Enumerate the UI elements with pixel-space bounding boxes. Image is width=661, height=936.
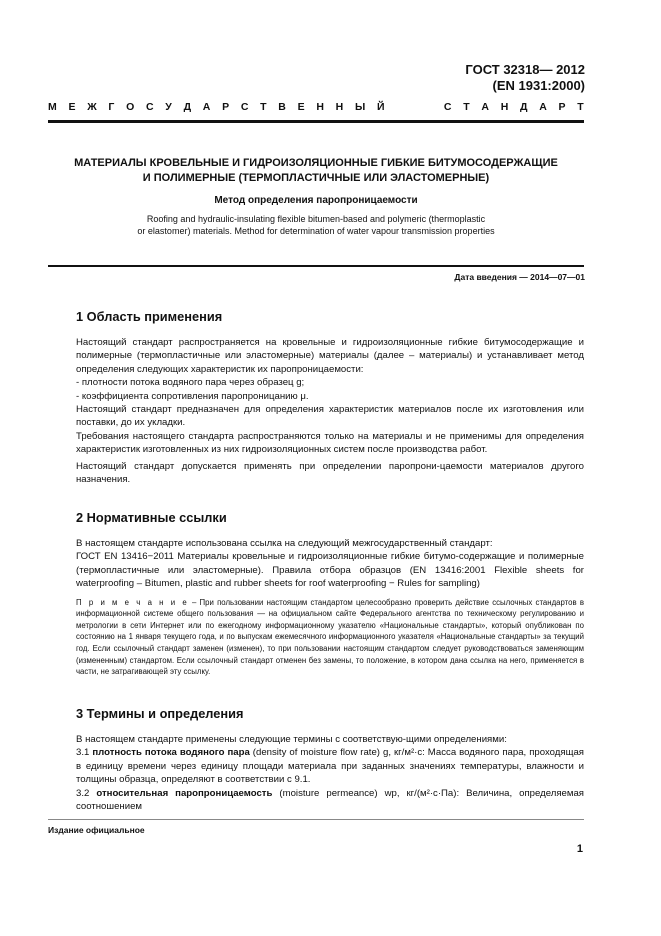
section-1-paragraph: Настоящий стандарт распространяется на кровельные и гидроизоляционные гибкие битумосодержащие и полимерные (термопластичные или эластомерные) материалы (далее – материалы) и устанавливает метод определения следующих характеристик их паропроницаемости: xyxy=(76,337,584,375)
section-2-heading: 2 Нормативные ссылки xyxy=(76,510,227,525)
banner-letter: Н xyxy=(500,101,509,113)
section-2-note xyxy=(76,597,584,678)
title-line-2: И ПОЛИМЕРНЫЕ (ТЕРМОПЛАСТИЧНЫЕ ИЛИ ЭЛАСТОМЕРНЫЕ) xyxy=(142,172,490,184)
section-1-list-item: - коэффициента сопротивления паропроницанию μ. xyxy=(76,390,309,402)
page-number: 1 xyxy=(576,843,583,855)
banner-letter: С xyxy=(443,101,452,113)
banner-letter: Е xyxy=(68,101,76,113)
banner-letter: А xyxy=(202,101,211,113)
section-2-paragraph: В настоящем стандарте использована ссылка на следующий межгосударственный стандарт: xyxy=(76,538,493,549)
banner-letter: Р xyxy=(558,101,566,113)
introduction-date: Дата введения — 2014—07—01 xyxy=(454,272,585,282)
banner-letter: Д xyxy=(183,101,192,113)
banner-letter: О xyxy=(126,101,135,113)
standard-number: ГОСТ 32318— 2012 xyxy=(465,62,585,77)
section-1-paragraph: Настоящий стандарт предназначен для определения характеристик материалов после их изготовления или поставки, до их укладки. xyxy=(76,404,584,429)
section-1-paragraph: Требования настоящего стандарта распространяются только на материалы и не применимы для определения характеристик изготовленных из них гидроизоляционных систем после производства работ. xyxy=(76,430,584,456)
term-3-1: 3.1 плотность потока водяного пара (density of moisture flow rate) g, кг/м²·с: Масса водяного пара, проходящая в единицу времени через единицу площади материала при заданных значениях температуры, влажности и толщины образца, определяют в соответствии с 9.1. xyxy=(76,747,584,786)
banner-letter: Т xyxy=(463,101,470,113)
section-2-body xyxy=(76,537,584,678)
banner-letter: Ж xyxy=(87,101,97,113)
title-rule xyxy=(48,265,584,267)
section-1-paragraph: Настоящий стандарт допускается применять при определении паропрони-цаемости материалов другого назначения. xyxy=(76,460,584,486)
banner-letter: А xyxy=(481,101,489,113)
banner-letter: Н xyxy=(316,101,324,113)
banner-letter: С xyxy=(240,101,249,113)
official-edition-label: Издание официальное xyxy=(48,825,145,835)
banner-letter: М xyxy=(48,101,57,113)
interstate-standard-banner xyxy=(48,101,584,113)
banner-letter: Т xyxy=(577,101,584,113)
banner-letter: Й xyxy=(376,101,385,113)
section-1-list-item: - плотности потока водяного пара через образец g; xyxy=(76,377,305,389)
banner-letter: С xyxy=(145,101,154,113)
banner-gap xyxy=(396,101,432,113)
section-1-body xyxy=(76,336,584,486)
english-title xyxy=(48,213,584,237)
banner-letter: А xyxy=(539,101,547,113)
english-title-line-1: Roofing and hydraulic-insulating flexible bitumen-based and polymeric (thermoplastic xyxy=(146,214,486,224)
document-title xyxy=(48,156,584,186)
footer-rule xyxy=(48,819,584,820)
english-title-line-2: or elastomer) materials. Method for determination of water vapour transmission properties xyxy=(137,226,495,236)
banner-letter: Д xyxy=(520,101,528,113)
banner-letter: В xyxy=(278,101,286,113)
note-label: П р и м е ч а н и е xyxy=(76,597,189,607)
banner-letter: Н xyxy=(335,101,344,113)
banner-letter: У xyxy=(165,101,172,113)
en-equivalent: (EN 1931:2000) xyxy=(492,78,585,93)
banner-letter: Т xyxy=(260,101,267,113)
section-3-heading: 3 Термины и определения xyxy=(76,706,244,721)
term-3-1-name: плотность потока водяного пара xyxy=(92,747,250,759)
note-text: – При пользовании настоящим стандартом целесообразно проверить действие ссылочных стандартов в информационной системе общего пользования — на официальном сайте Федерального агентства по техническому регулированию и метрологии в сети Интернет или по ежегодному информационному указателю «Национальные стандарты», который опубликован по состоянию на 1 января текущего года, и по выпускам ежемесячного информационного указателя «Национальные стандарты» за текущий год. Если ссылочный стандарт заменен (изменен), то при пользовании настоящим стандартом следует руководствоваться заменяющим (измененным) стандартом. Если ссылочный стандарт отменен без замены, то положение, в котором дана ссылка на него, применяется в части, не затрагивающей эту ссылку. xyxy=(76,597,584,677)
method-subtitle: Метод определения паропроницаемости xyxy=(214,195,418,206)
section-1-heading: 1 Область применения xyxy=(76,309,223,324)
section-3-paragraph: В настоящем стандарте применены следующие термины с соответствую-щими определениями: xyxy=(76,734,507,745)
section-3-body xyxy=(76,733,584,813)
banner-letter: Г xyxy=(108,101,115,113)
banner-letter: Ы xyxy=(354,101,366,113)
title-line-1: МАТЕРИАЛЫ КРОВЕЛЬНЫЕ И ГИДРОИЗОЛЯЦИОННЫЕ ГИБКИЕ БИТУМОСОДЕРЖАЩИЕ xyxy=(74,157,558,169)
banner-letter: Р xyxy=(222,101,230,113)
section-2-paragraph: ГОСТ EN 13416−2011 Материалы кровельные и гидроизоляционные гибкие битумо-содержащие и полимерные (термопластичные или эластомерные). Правила отбора образцов (EN 13416:2001 Flexible sheets for waterproofing – Bitumen, plastic and rubber sheets for roof waterproofing − Rules for sampling) xyxy=(76,551,584,590)
term-3-2: 3.2 относительная паропроницаемость (moisture permeance) wp, кг/(м²·с·Па): Величина, определяемая соотношением xyxy=(76,787,584,813)
banner-letter: Е xyxy=(297,101,305,113)
header-rule xyxy=(48,120,584,123)
standard-designation xyxy=(465,62,585,94)
term-3-2-name: относительная паропроницаемость xyxy=(96,787,273,799)
